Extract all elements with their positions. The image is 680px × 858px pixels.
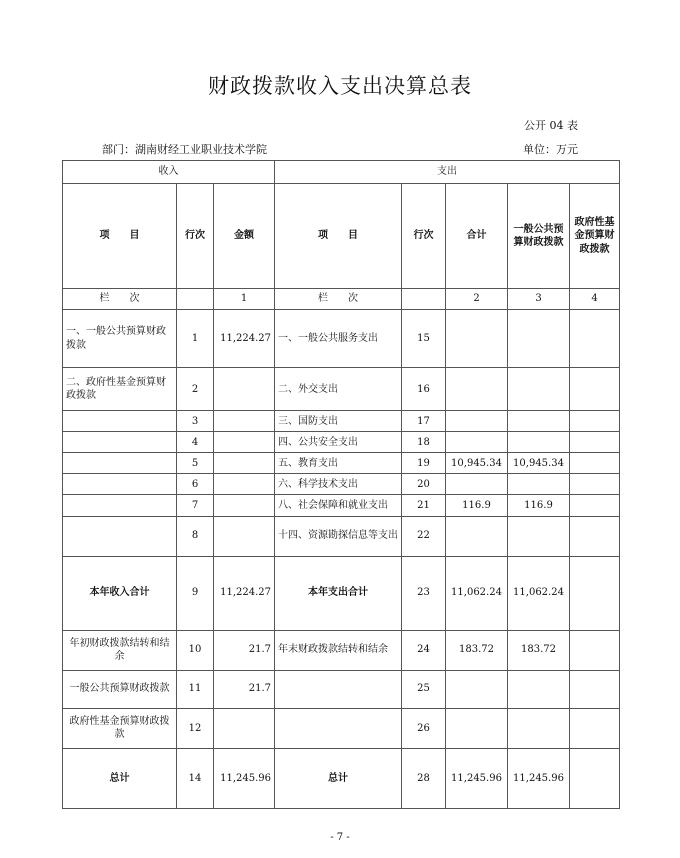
expense-line: 18 [402, 432, 446, 453]
income-item: 年初财政拨款结转和结余 [63, 630, 177, 670]
income-line: 4 [177, 432, 214, 453]
expense-total: 10,945.34 [446, 453, 508, 474]
table-row [63, 474, 620, 495]
expense-fund [570, 411, 620, 432]
expense-total [446, 516, 508, 556]
income-line: 14 [177, 748, 214, 808]
expense-line: 15 [402, 310, 446, 368]
income-amount [214, 411, 275, 432]
table-row [63, 411, 620, 432]
total-header: 合计 [446, 184, 508, 289]
col-index-label: 栏 次 [63, 289, 177, 310]
expense-line: 24 [402, 630, 446, 670]
income-item: 本年收入合计 [63, 556, 177, 630]
expense-item: 四、公共安全支出 [275, 432, 402, 453]
income-amount: 21.7 [214, 630, 275, 670]
expense-total: 116.9 [446, 495, 508, 516]
expense-general [508, 670, 570, 708]
col-index-cell: 1 [214, 289, 275, 310]
col-index-cell: 2 [446, 289, 508, 310]
expense-general: 183.72 [508, 630, 570, 670]
income-line: 1 [177, 310, 214, 368]
expense-line: 21 [402, 495, 446, 516]
expense-line: 26 [402, 708, 446, 748]
expense-item: 五、教育支出 [275, 453, 402, 474]
expense-total [446, 474, 508, 495]
income-amount [214, 708, 275, 748]
income-line: 11 [177, 670, 214, 708]
income-amount: 11,224.27 [214, 310, 275, 368]
expense-item: 总计 [275, 748, 402, 808]
expense-line-header: 行次 [402, 184, 446, 289]
expense-fund [570, 432, 620, 453]
income-line: 12 [177, 708, 214, 748]
table-row [63, 630, 620, 670]
income-amount: 11,245.96 [214, 748, 275, 808]
header-row-columns [63, 184, 620, 289]
income-item: 二、政府性基金预算财政拨款 [63, 368, 177, 411]
expense-general: 11,062.24 [508, 556, 570, 630]
expense-line: 22 [402, 516, 446, 556]
income-amount [214, 474, 275, 495]
expense-item: 二、外交支出 [275, 368, 402, 411]
expense-general: 11,245.96 [508, 748, 570, 808]
expense-fund [570, 516, 620, 556]
department-label: 部门：湖南财经工业职业技术学院 [102, 143, 267, 156]
income-item [63, 453, 177, 474]
expense-item: 年末财政拨款结转和结余 [275, 630, 402, 670]
general-budget-header: 一般公共预算财政拨款 [508, 184, 570, 289]
column-index-row [63, 289, 620, 310]
expense-total [446, 368, 508, 411]
expense-line: 19 [402, 453, 446, 474]
summary-table [62, 160, 620, 809]
col-index-cell: 3 [508, 289, 570, 310]
expense-line: 28 [402, 748, 446, 808]
form-number: 公开 04 表 [524, 119, 578, 132]
expense-fund [570, 708, 620, 748]
expense-item: 十四、资源勘探信息等支出 [275, 516, 402, 556]
expense-fund [570, 474, 620, 495]
table-row [63, 670, 620, 708]
income-amount: 21.7 [214, 670, 275, 708]
expense-item: 八、社会保障和就业支出 [275, 495, 402, 516]
expense-general [508, 368, 570, 411]
table-row [63, 368, 620, 411]
col-index-label: 栏 次 [275, 289, 402, 310]
income-item: 一、一般公共预算财政拨款 [63, 310, 177, 368]
income-item: 总计 [63, 748, 177, 808]
expense-fund [570, 556, 620, 630]
table-row [63, 556, 620, 630]
income-amount [214, 453, 275, 474]
expense-line: 23 [402, 556, 446, 630]
income-item [63, 516, 177, 556]
expense-total: 11,062.24 [446, 556, 508, 630]
expense-fund [570, 453, 620, 474]
expense-item [275, 708, 402, 748]
income-item: 政府性基金预算财政拨款 [63, 708, 177, 748]
col-index-cell [177, 289, 214, 310]
expense-total: 11,245.96 [446, 748, 508, 808]
income-amount: 11,224.27 [214, 556, 275, 630]
expense-total [446, 670, 508, 708]
expense-general: 116.9 [508, 495, 570, 516]
header-row-group [63, 161, 620, 184]
income-amount [214, 495, 275, 516]
income-line: 8 [177, 516, 214, 556]
expense-item: 六、科学技术支出 [275, 474, 402, 495]
expense-total [446, 310, 508, 368]
table-row [63, 495, 620, 516]
expense-total [446, 432, 508, 453]
expense-general [508, 411, 570, 432]
expense-fund [570, 495, 620, 516]
page-title: 财政拨款收入支出决算总表 [208, 74, 472, 98]
income-item: 一般公共预算财政拨款 [63, 670, 177, 708]
income-line-header: 行次 [177, 184, 214, 289]
expense-fund [570, 670, 620, 708]
table-row [63, 453, 620, 474]
expense-item: 三、国防支出 [275, 411, 402, 432]
expense-line: 20 [402, 474, 446, 495]
table-row [63, 516, 620, 556]
expense-total [446, 708, 508, 748]
income-line: 6 [177, 474, 214, 495]
amount-header: 金额 [214, 184, 275, 289]
expense-fund [570, 748, 620, 808]
table-row [63, 708, 620, 748]
income-item [63, 474, 177, 495]
expense-item [275, 670, 402, 708]
expense-total: 183.72 [446, 630, 508, 670]
income-line: 9 [177, 556, 214, 630]
unit-label: 单位：万元 [523, 143, 578, 156]
expense-general [508, 474, 570, 495]
expense-line: 17 [402, 411, 446, 432]
income-amount [214, 368, 275, 411]
expense-line: 25 [402, 670, 446, 708]
expense-general: 10,945.34 [508, 453, 570, 474]
table-row [63, 310, 620, 368]
expense-general [508, 432, 570, 453]
expense-item: 一、一般公共服务支出 [275, 310, 402, 368]
expense-general [508, 708, 570, 748]
income-item [63, 495, 177, 516]
table-row [63, 432, 620, 453]
fund-budget-header: 政府性基金预算财政拨款 [570, 184, 620, 289]
expense-general [508, 516, 570, 556]
income-amount [214, 432, 275, 453]
col-index-cell: 4 [570, 289, 620, 310]
income-header: 收入 [63, 161, 275, 184]
expense-item-header: 项 目 [275, 184, 402, 289]
income-item-header: 项 目 [63, 184, 177, 289]
table-row [63, 748, 620, 808]
expense-header: 支出 [275, 161, 620, 184]
page-number: - 7 - [330, 832, 350, 843]
expense-fund [570, 310, 620, 368]
income-item [63, 411, 177, 432]
expense-total [446, 411, 508, 432]
income-line: 10 [177, 630, 214, 670]
income-item [63, 432, 177, 453]
expense-item: 本年支出合计 [275, 556, 402, 630]
expense-general [508, 310, 570, 368]
expense-line: 16 [402, 368, 446, 411]
income-line: 3 [177, 411, 214, 432]
col-index-cell [402, 289, 446, 310]
income-line: 7 [177, 495, 214, 516]
income-amount [214, 516, 275, 556]
income-line: 5 [177, 453, 214, 474]
income-line: 2 [177, 368, 214, 411]
expense-fund [570, 368, 620, 411]
expense-fund [570, 630, 620, 670]
